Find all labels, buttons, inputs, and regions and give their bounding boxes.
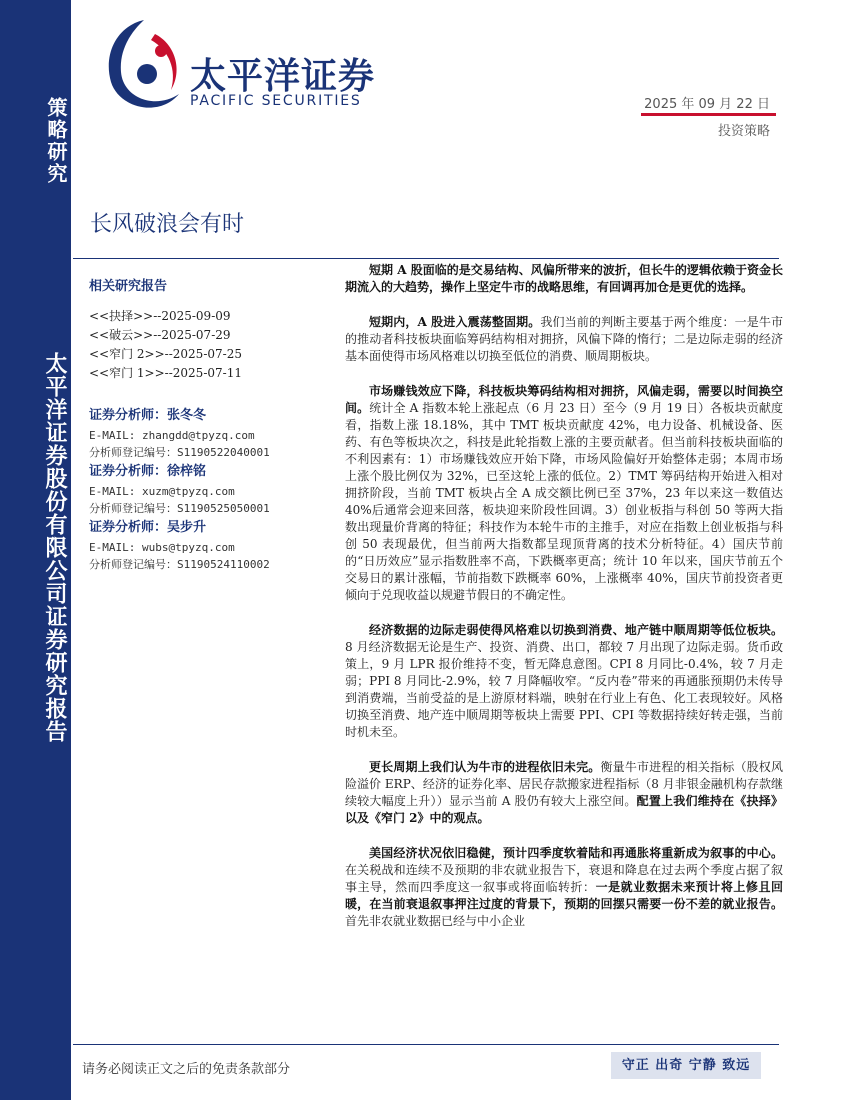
analyst-reg: 分析师登记编号：S1190525050001 (89, 502, 270, 515)
para-bold: 短期 A 股面临的是交易结构、风偏所带来的波折，但长牛的逻辑依赖于资金长期流入的大趋势，操作上坚定牛市的战略思维，有回调再加仓是更优的选择。 (345, 263, 783, 294)
para-text-2: 首先非农就业数据已经与中小企业 (345, 914, 526, 928)
related-report-item[interactable]: <<窄门 2>>--2025-07-25 (89, 347, 242, 361)
related-report-item[interactable]: <<破云>>--2025-07-29 (89, 328, 231, 342)
analyst-reg: 分析师登记编号：S1190522040001 (89, 446, 270, 459)
title-divider (73, 258, 779, 259)
body-paragraph (345, 759, 783, 827)
para-text: 统计全 A 指数本轮上涨起点（6 月 23 日）至今（9 月 19 日）各板块贡献度看，指数上涨 18.18%，其中 TMT 板块贡献度 42%，电力设备、机械设备、医药、有色等板块次之，科技是此轮指数上涨的主要贡献者。但当前科技板块面临的不利因素有：1）市场赚钱效应开始下降，市场风险偏好开始整体走弱；本周市场上涨个股比例仅为 32%，已至这轮上涨的低位。2）TMT 筹码结构开始进入相对拥挤阶段，当前 TMT 板块占全 A 成交额比例已至 37%，23 年以来这一数值达 40%后通常会迎来回落，板块迎来阶段性回调。3）创业板指与科创 50 等两大指数出现量价背离的特征；科技作为本轮牛市的主推手，对应在指数上创业板指与科创 50 表现最优，但当前两大指数都呈现顶背离的技术分析特征。4）国庆节前的“日历效应”显示指数胜率不高，下跌概率更高；统计 10 年以来，国庆节前五个交易日的累计涨幅，节前指数下跌概率 60%，上涨概率 40%，国庆节前投资者更倾向于兑现收益以规避节假日的不确定性。 (345, 401, 783, 602)
para-bold: 美国经济状况依旧稳健，预计四季度软着陆和再通胀将重新成为叙事的中心。 (369, 846, 783, 860)
para-bold: 短期内，A 股进入震荡整固期。 (369, 315, 541, 329)
summary-paragraph (345, 262, 783, 296)
analyst-title: 证券分析师：张冬冬 (89, 408, 207, 423)
body-paragraph (345, 622, 783, 741)
analyst-title: 证券分析师：吴步升 (89, 520, 207, 535)
report-date: 2025 年 09 月 22 日 (644, 97, 770, 112)
related-report-item[interactable]: <<抉择>>--2025-09-09 (89, 309, 231, 323)
analyst-email[interactable]: E-MAIL: xuzm@tpyzq.com (89, 485, 235, 498)
para-text: 衡量牛市进程的相关指标（股权风险溢价 ERP、经济的证券化率、居民存款搬家进程指标（8 月非银金融机构存款继续较大幅度上升））显示当前 A 股仍有较大上涨空间。 (345, 760, 783, 808)
header-red-bar (641, 113, 776, 116)
doc-type: 投资策略 (717, 124, 770, 139)
para-bold: 市场赚钱效应下降，科技板块筹码结构相对拥挤，风偏走弱，需要以时间换空间。 (345, 384, 783, 415)
footer-disclaimer: 请务必阅读正文之后的免责条款部分 (82, 1062, 291, 1077)
para-bold-2: 一是就业数据未来预计将上修且回暖，在当前衰退叙事押注过度的背景下，预期的回摆只需要一份不差的就业报告。 (345, 880, 783, 911)
para-bold: 更长周期上我们认为牛市的进程依旧未完。 (369, 760, 601, 774)
analyst-reg: 分析师登记编号：S1190524110002 (89, 558, 270, 571)
para-text: 在关税战和连续不及预期的非农就业报告下，衰退和降息在过去两个季度占据了叙事主导，然而四季度这一叙事或将面临转折： (345, 863, 783, 894)
analyst-title: 证券分析师：徐梓铭 (89, 464, 207, 479)
body-paragraph (345, 845, 783, 930)
body-paragraph (345, 314, 783, 365)
sidebar (0, 0, 71, 1100)
related-reports-label: 相关研究报告 (89, 279, 168, 294)
analyst-list (89, 405, 349, 573)
company-logo-icon (103, 18, 185, 118)
footer-motto: 守正 出奇 宁静 致远 (611, 1052, 761, 1079)
body-paragraph (345, 383, 783, 604)
related-report-item[interactable]: <<窄门 1>>--2025-07-11 (89, 366, 242, 380)
sidebar-category: 策略研究 (44, 97, 68, 185)
analyst-email[interactable]: E-MAIL: zhangdd@tpyzq.com (89, 429, 255, 442)
footer-divider (73, 1044, 779, 1045)
left-column (89, 275, 349, 573)
sidebar-company: 太平洋证券股份有限公司证券研究报告 (42, 352, 68, 743)
main-body (345, 262, 783, 948)
para-text: 我们当前的判断主要基于两个维度：一是牛市的推动者科技板块面临筹码结构相对拥挤，风偏下降的惰行；二是边际走弱的经济基本面使得市场风格难以切换至低位的消费、顺周期板块。 (345, 315, 783, 363)
para-bold-2: 配置上我们维持在《抉择》以及《窄门 2》中的观点。 (345, 794, 783, 825)
company-name-cn: 太平洋证券 (190, 56, 376, 97)
company-name-en: PACIFIC SECURITIES (190, 93, 362, 109)
para-text: 8 月经济数据无论是生产、投资、消费、出口，都较 7 月出现了边际走弱。货币政策上，9 月 LPR 报价维持不变，暂无降息意图。CPI 8 月同比-0.4%，较 7 月走弱；PPI 8 月同比-2.9%，较 7 月降幅收窄。“反内卷”带来的再通胀预期仍未传导到消费端，当前受益的是上游原材料端，映射在行业上有色、化工表现较好。风格切换至消费、地产连中顺周期等板块上需要 PPI、CPI 等数据持续好转走强，当前时机未至。 (345, 640, 783, 739)
analyst-email[interactable]: E-MAIL: wubs@tpyzq.com (89, 541, 235, 554)
report-title: 长风破浪会有时 (90, 212, 245, 237)
para-bold: 经济数据的边际走弱使得风格难以切换到消费、地产链中顺周期等低位板块。 (369, 623, 783, 637)
